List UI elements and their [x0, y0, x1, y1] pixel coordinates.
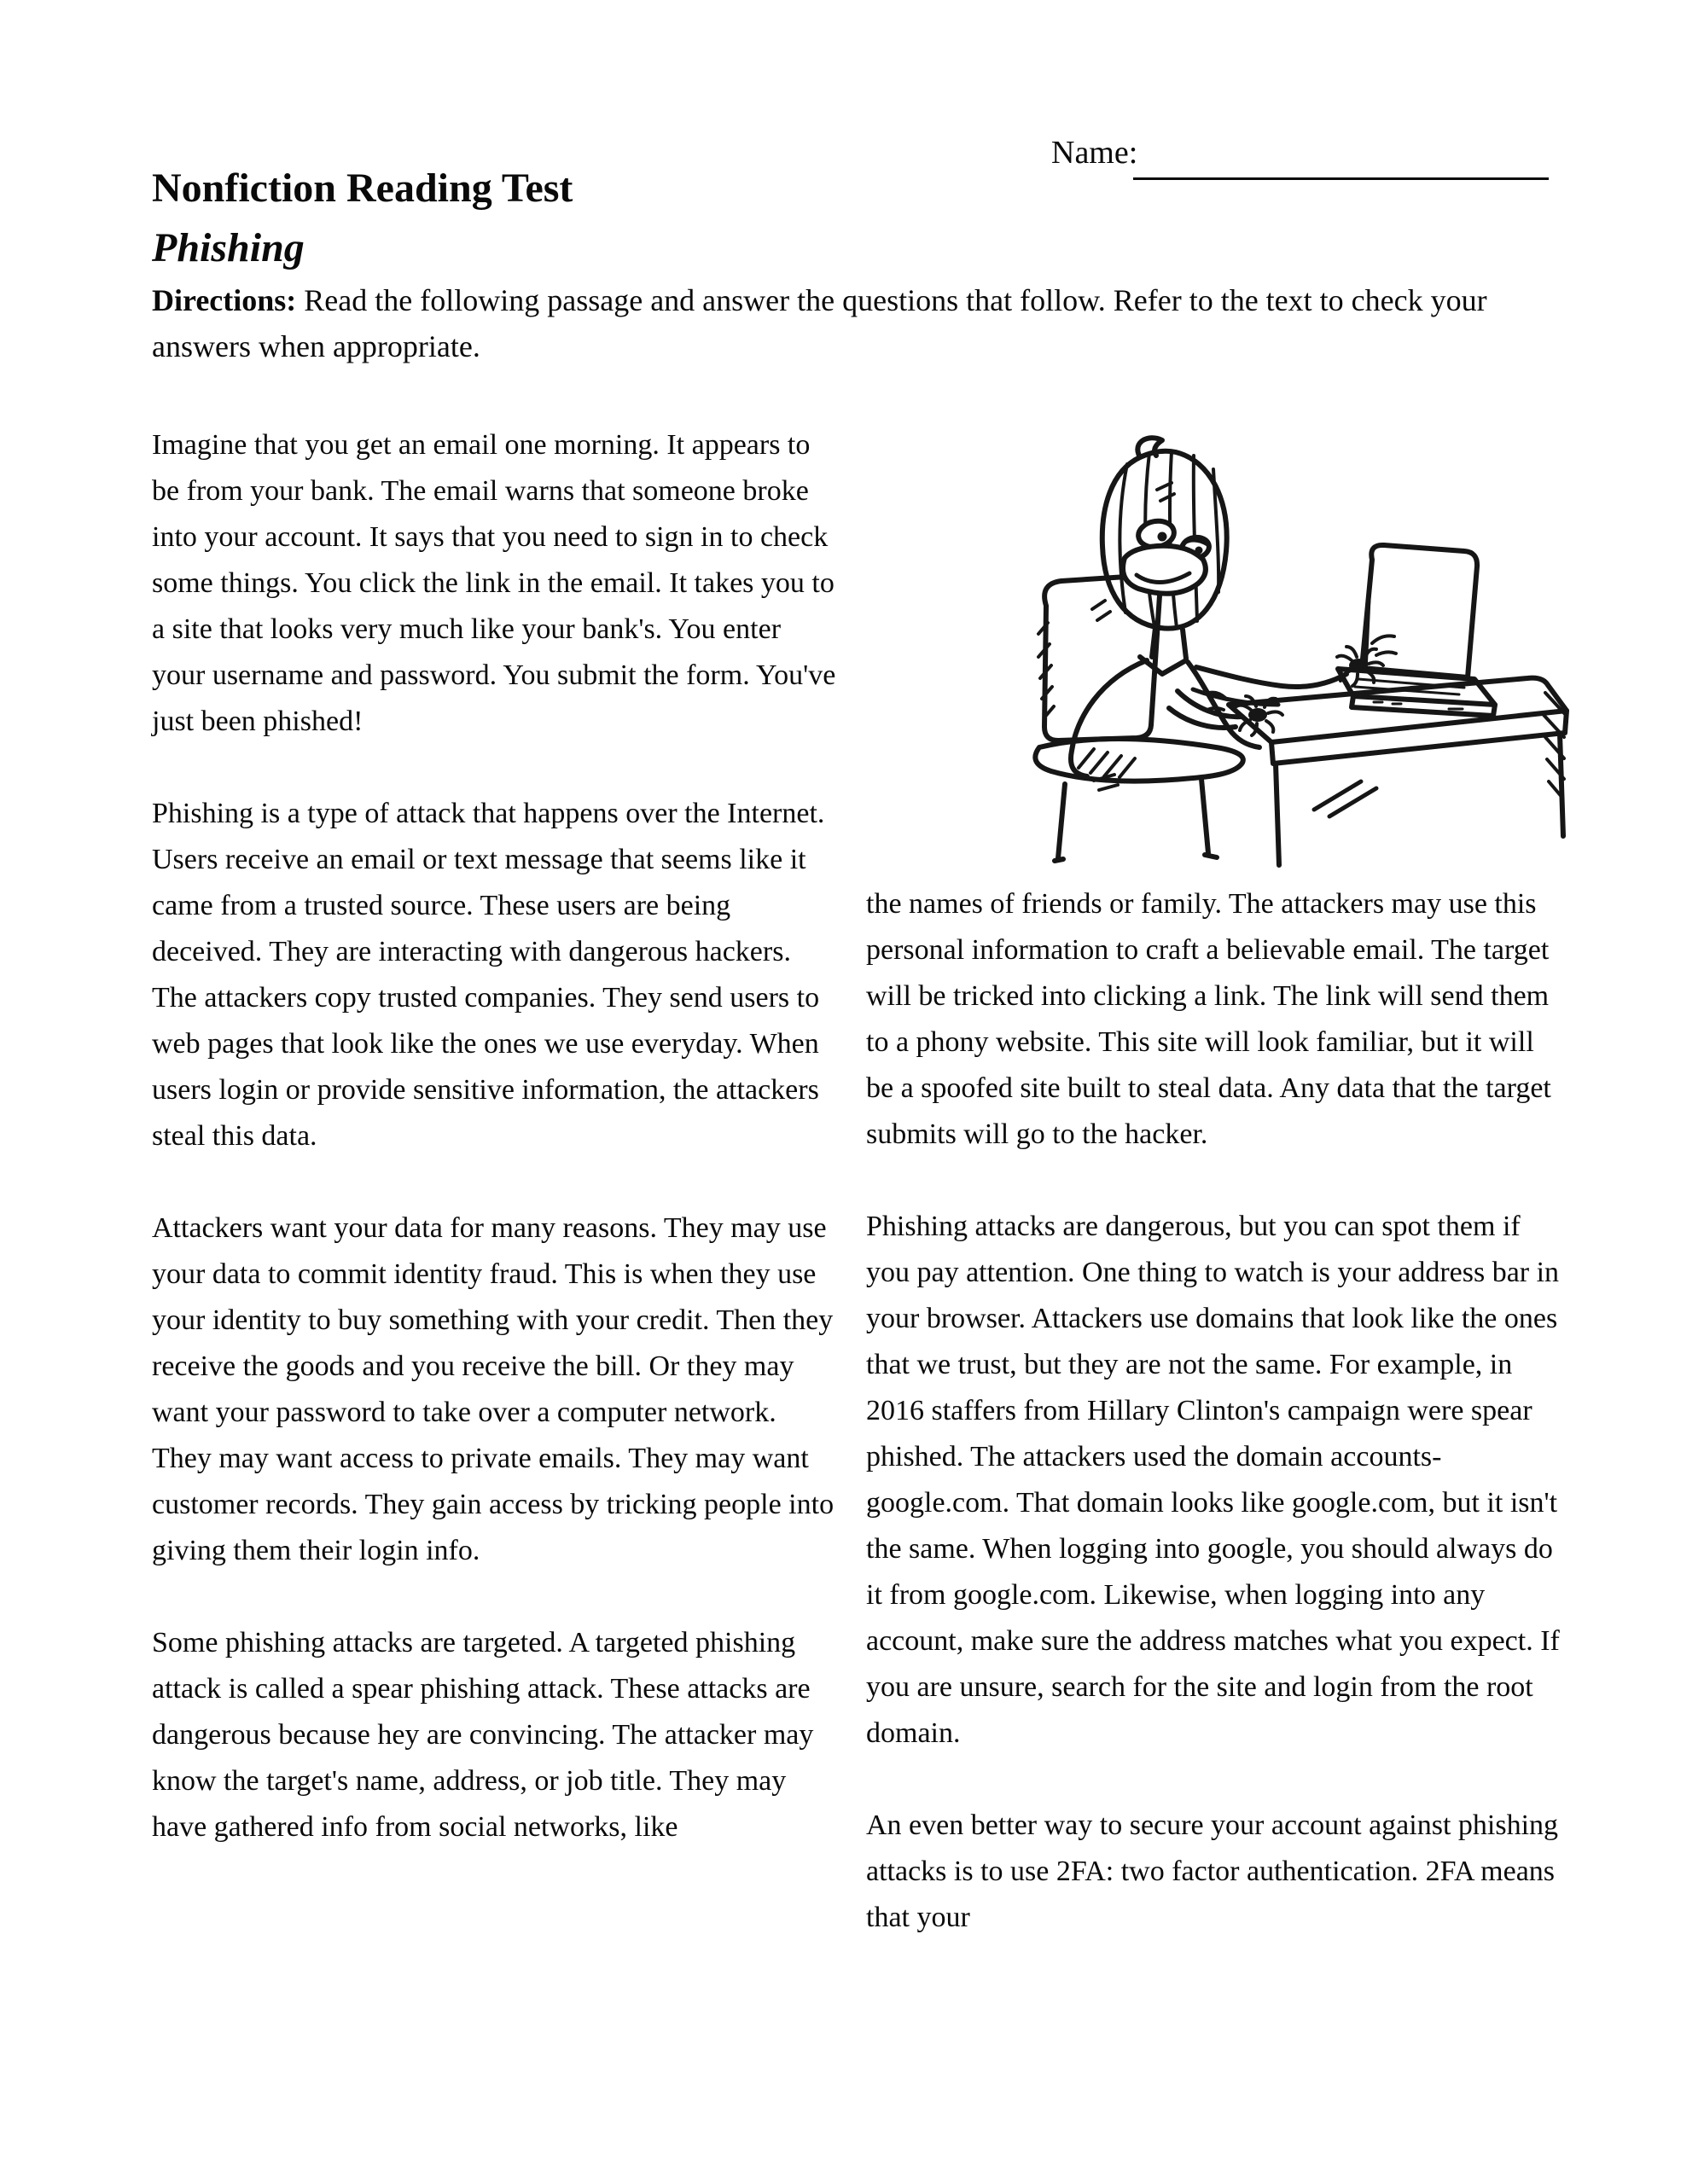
paragraph: Attackers want your data for many reasons. They may use your data to commit identity fraud. This is when they use your identity to buy something with your credit. Then they receive the goods and you receive the bill. Or they may want your password to take over a computer network. They may want access to private emails. They may want customer records. They gain access by tricking people into giving them their login info. [152, 1212, 835, 1566]
mouth [1123, 546, 1206, 594]
arm-right [1196, 667, 1346, 687]
hacker-illustration [973, 408, 1570, 881]
paragraph: the names of friends or family. The attackers may use this personal information to craft a believable email. The target will be tricked into clicking a link. The link will send them to a phony website. This site will look familiar, but it will be a spoofed site built to steal data. Any data that the target submits will go to the hacker. [866, 888, 1551, 1150]
passage-column-left [152, 422, 840, 1896]
paragraph: Some phishing attacks are targeted. A targeted phishing attack is called a spear phishing attack. These attacks are dangerous because hey are convincing. The attacker may know the target's name, address, or job title. They may have gathered info from social networks, like [152, 1627, 814, 1843]
directions [152, 277, 1526, 369]
title-block [152, 159, 573, 278]
laptop-screen [1362, 545, 1477, 677]
chair-seat [1035, 739, 1243, 781]
page-subtitle: Phishing [152, 225, 305, 270]
passage-column-right [866, 881, 1566, 1987]
paragraph: Imagine that you get an email one morning. It appears to be from your bank. The email warns that someone broke into your account. It says that you need to sign in to check some things. You click the link in the email. It takes you to a site that looks very much like your bank's. You enter your username and password. You submit the form. You've just been phished! [152, 429, 836, 737]
paragraph: An even better way to secure your account against phishing attacks is to use 2FA: two factor authentication. 2FA means that your [866, 1809, 1559, 1933]
paragraph: Phishing attacks are dangerous, but you can spot them if you pay attention. One thing to watch is your address bar in your browser. Attackers use domains that look like the ones that we trust, but they are not the same. For example, in 2016 staffers from Hillary Clinton's campaign were spear phished. The attackers used the domain accounts-google.com. That domain looks like google.com, but it isn't the same. When logging into google, you should always do it from google.com. Likewise, when logging into any account, make sure the address matches what you expect. If you are unsure, search for the site and login from the root domain. [866, 1211, 1560, 1749]
page-title: Nonfiction Reading Test [152, 166, 573, 211]
directions-text: Read the following passage and answer the questions that follow. Refer to the text to check your answers when appropriate. [152, 283, 1487, 363]
paragraph: Phishing is a type of attack that happens over the Internet. Users receive an email or text message that seems like it came from a trusted source. These users are being deceived. They are interacting with dangerous hackers. The attackers copy trusted companies. They send users to web pages that look like the ones we use everyday. When users login or provide sensitive information, the attackers steal this data. [152, 798, 825, 1152]
directions-label: Directions: [152, 283, 297, 317]
name-blank-line [1133, 177, 1549, 180]
name-label: Name: [1051, 135, 1138, 171]
